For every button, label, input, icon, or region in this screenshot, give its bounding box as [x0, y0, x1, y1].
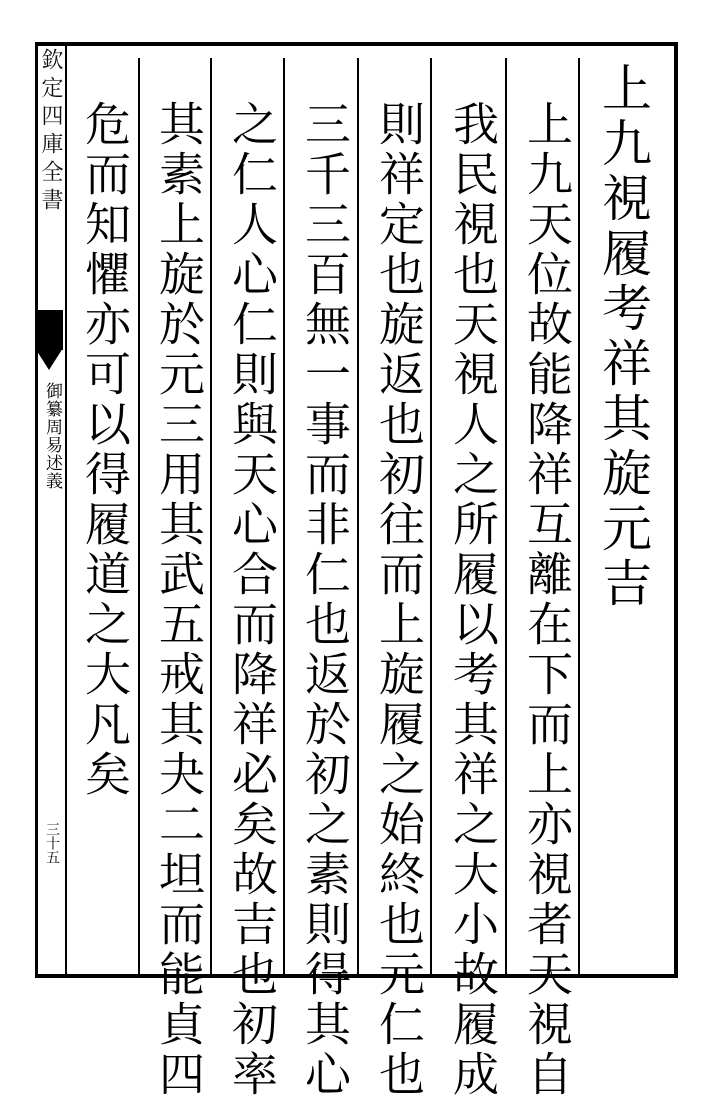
column-rule: [430, 58, 432, 978]
text-column-4: 則祥定也旋返也初往而上旋履之始終也元仁也: [372, 100, 426, 1100]
fishtail-mark: [35, 310, 63, 350]
page-margin-strip: [35, 42, 67, 978]
text-column-2: 上九天位故能降祥互離在下而上亦視者天視自: [520, 100, 574, 1100]
text-column-8: 危而知懼亦可以得履道之大凡矣: [78, 100, 132, 800]
text-column-1: 上九視履考祥其旋元吉: [594, 62, 652, 612]
column-rule: [505, 58, 507, 978]
column-rule: [357, 58, 359, 978]
book-title: 御纂周易述義: [42, 382, 62, 490]
text-column-7: 其素上旋於元三用其武五戒其夬二坦而能貞四: [152, 100, 206, 1100]
text-column-5: 三千三百無一事而非仁也返於初之素則得其心: [298, 100, 352, 1100]
collection-title: 欽定四庫全書: [38, 48, 63, 216]
column-rule: [138, 58, 140, 978]
text-column-3: 我民視也天視人之所履以考其祥之大小故履成: [446, 100, 500, 1100]
column-rule: [210, 58, 212, 978]
column-rule: [283, 58, 285, 978]
column-rule: [578, 58, 580, 978]
text-column-6: 之仁人心仁則與天心合而降祥必矣故吉也初率: [225, 100, 279, 1100]
page-number: 三十五: [44, 822, 60, 864]
